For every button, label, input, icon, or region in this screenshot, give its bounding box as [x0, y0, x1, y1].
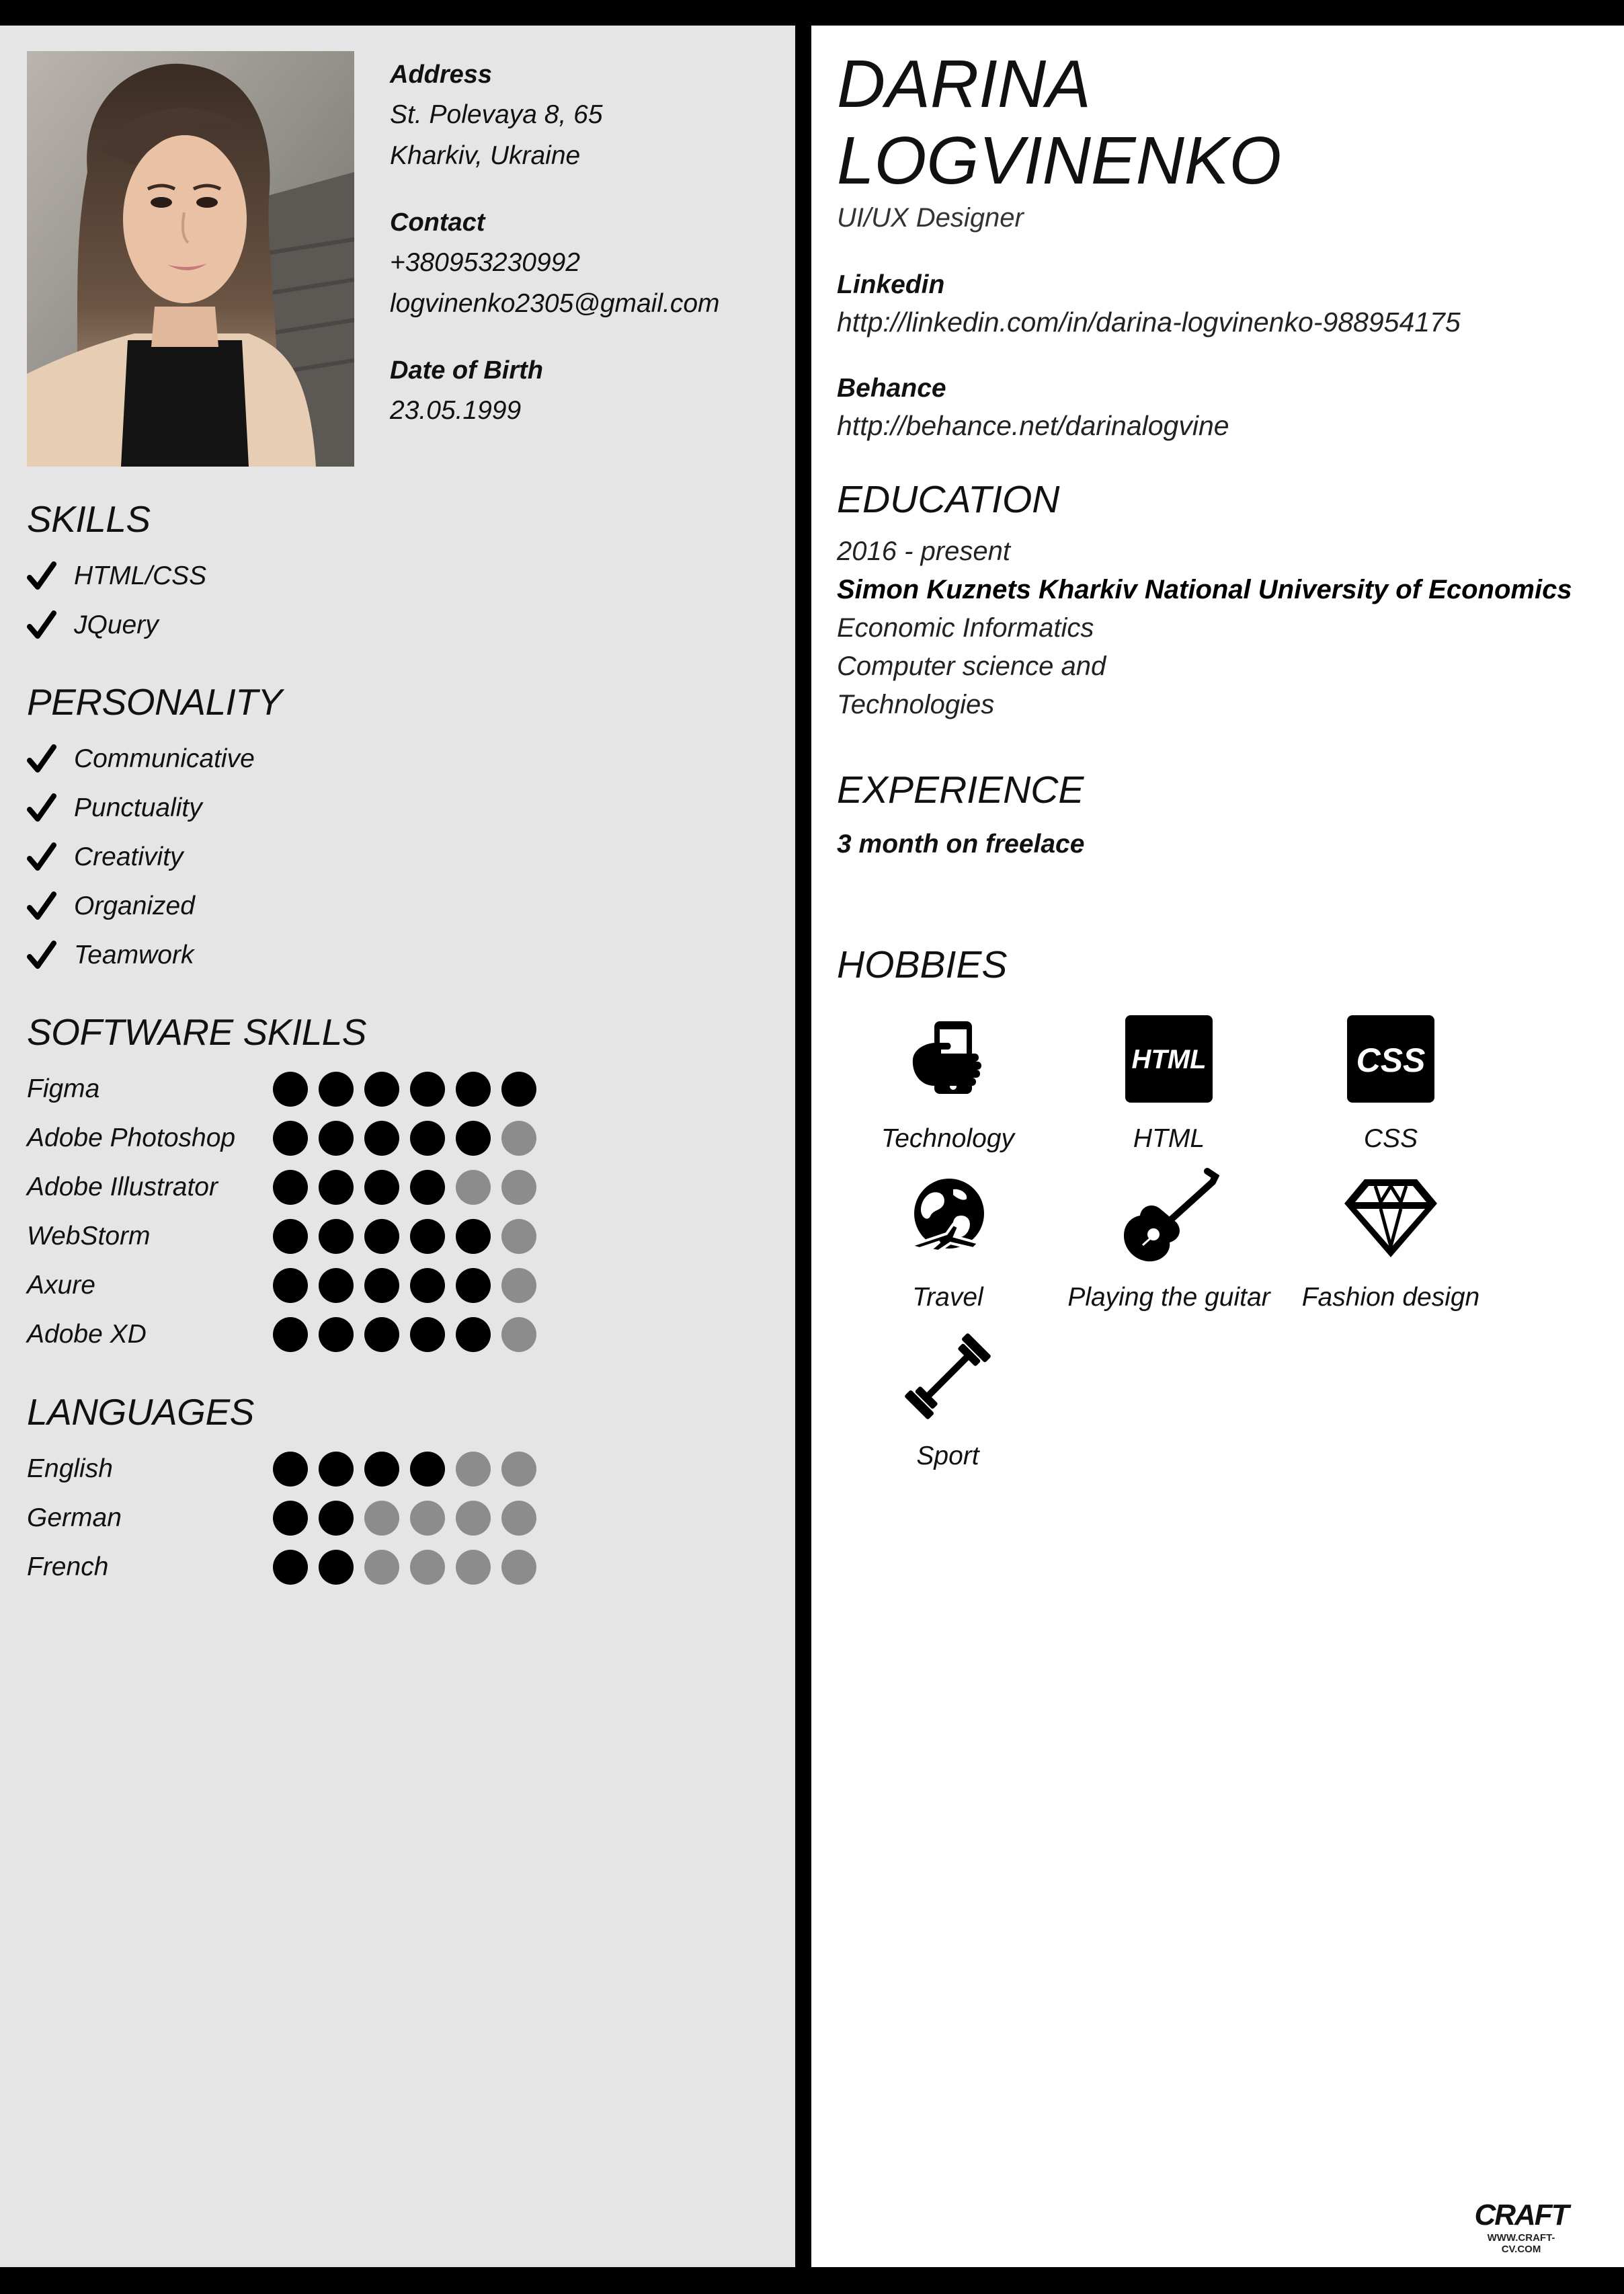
- rating-dot-filled: [410, 1121, 445, 1156]
- rating-dot-filled: [319, 1072, 354, 1107]
- hobby-label: Playing the guitar: [1067, 1283, 1270, 1312]
- skill-label: JQuery: [74, 610, 159, 639]
- list-item: [27, 551, 206, 600]
- css-icon: [1280, 1008, 1502, 1109]
- hobby-technology: [837, 1008, 1059, 1154]
- list-item: [27, 783, 255, 832]
- rating-dot-empty: [410, 1550, 445, 1585]
- rating-row: [27, 1542, 547, 1591]
- personality-title: PERSONALITY: [27, 681, 282, 723]
- list-item: [27, 832, 255, 881]
- html-icon: [1058, 1008, 1280, 1109]
- rating-dot-filled: [364, 1268, 399, 1303]
- rating-dot-filled: [319, 1550, 354, 1585]
- skills-list: [27, 551, 206, 649]
- phone: +380953230992: [390, 248, 581, 277]
- hobby-guitar: [1058, 1167, 1280, 1312]
- hobbies-title: HOBBIES: [837, 943, 1008, 986]
- hobby-label: Sport: [916, 1441, 979, 1470]
- personality-label: Punctuality: [74, 793, 202, 822]
- rating-dot-filled: [273, 1268, 308, 1303]
- rating-dot-filled: [410, 1452, 445, 1487]
- rating-dot-filled: [364, 1219, 399, 1254]
- experience-text: 3 month on freelace: [837, 830, 1085, 859]
- rating-dot-filled: [410, 1219, 445, 1254]
- logo-url: WWW.CRAFT-CV.COM: [1487, 2232, 1555, 2255]
- rating-row: [27, 1310, 547, 1359]
- language-name: English: [27, 1454, 113, 1483]
- rating-dot-filled: [319, 1452, 354, 1487]
- rating-row: [27, 1113, 547, 1162]
- rating-dot-filled: [364, 1317, 399, 1352]
- hobby-label: Fashion design: [1301, 1283, 1480, 1312]
- skills-title: SKILLS: [27, 498, 151, 540]
- rating-dots: [273, 1121, 547, 1156]
- education-period: 2016 - present: [837, 537, 1010, 566]
- linkedin-label: Linkedin: [837, 270, 945, 299]
- checkmark-icon: [27, 791, 74, 826]
- contact-info: [390, 55, 780, 431]
- rating-dot-filled: [410, 1268, 445, 1303]
- education-line: Computer science and: [837, 651, 1106, 681]
- behance-label: Behance: [837, 374, 946, 403]
- hobby-label: Travel: [912, 1283, 983, 1312]
- contact-label: Contact: [390, 208, 485, 237]
- rating-dots: [273, 1452, 547, 1487]
- software-name: Adobe Illustrator: [27, 1172, 218, 1201]
- hobby-travel: [837, 1167, 1059, 1312]
- smartphone-hand-icon: [837, 1008, 1059, 1109]
- hobby-label: Technology: [881, 1124, 1015, 1153]
- education-line: Economic Informatics: [837, 613, 1094, 643]
- rating-dot-filled: [456, 1072, 491, 1107]
- rating-dot-filled: [319, 1219, 354, 1254]
- top-border: [0, 0, 1624, 26]
- rating-dot-empty: [364, 1501, 399, 1536]
- personality-label: Organized: [74, 891, 195, 920]
- rating-dot-filled: [273, 1121, 308, 1156]
- rating-dot-filled: [273, 1219, 308, 1254]
- rating-dot-empty: [501, 1170, 536, 1205]
- email: logvinenko2305@gmail.com: [390, 289, 720, 318]
- checkmark-icon: [27, 889, 74, 924]
- rating-dot-empty: [501, 1268, 536, 1303]
- rating-dots: [273, 1219, 547, 1254]
- hobby-sport: [837, 1326, 1059, 1471]
- checkmark-icon: [27, 938, 74, 973]
- rating-dot-empty: [456, 1501, 491, 1536]
- software-name: Axure: [27, 1270, 95, 1300]
- behance-link[interactable]: http://behance.net/darinalogvine: [837, 410, 1229, 441]
- full-name: [837, 46, 1281, 199]
- list-item: [27, 931, 255, 980]
- diamond-icon: [1280, 1167, 1502, 1268]
- globe-plane-icon: [837, 1167, 1059, 1268]
- guitar-icon: [1058, 1167, 1280, 1268]
- software-name: Adobe Photoshop: [27, 1123, 236, 1152]
- rating-dot-filled: [410, 1317, 445, 1352]
- rating-dots: [273, 1268, 547, 1303]
- rating-dot-filled: [273, 1170, 308, 1205]
- css-icon-text: CSS: [1356, 1041, 1426, 1079]
- software-skills-list: [27, 1064, 547, 1359]
- software-skills-title: SOFTWARE SKILLS: [27, 1011, 366, 1053]
- first-name: DARINA: [837, 46, 1091, 122]
- personality-label: Teamwork: [74, 940, 194, 970]
- rating-dot-empty: [364, 1550, 399, 1585]
- rating-dot-filled: [501, 1072, 536, 1107]
- rating-dot-filled: [456, 1121, 491, 1156]
- rating-row: [27, 1493, 547, 1542]
- address-line-2: Kharkiv, Ukraine: [390, 141, 581, 170]
- rating-dot-empty: [456, 1452, 491, 1487]
- education-line: Technologies: [837, 690, 995, 719]
- rating-dot-empty: [456, 1550, 491, 1585]
- checkmark-icon: [27, 608, 74, 643]
- rating-dots: [273, 1550, 547, 1585]
- rating-dot-filled: [319, 1170, 354, 1205]
- rating-dot-filled: [456, 1268, 491, 1303]
- rating-dot-empty: [456, 1170, 491, 1205]
- rating-dot-empty: [501, 1219, 536, 1254]
- languages-title: LANGUAGES: [27, 1391, 254, 1433]
- languages-list: [27, 1444, 547, 1591]
- html-icon-text: HTML: [1131, 1045, 1207, 1074]
- rating-dot-filled: [273, 1501, 308, 1536]
- rating-dot-filled: [319, 1501, 354, 1536]
- job-title: UI/UX Designer: [837, 203, 1024, 233]
- list-item: [27, 881, 255, 931]
- last-name: LOGVINENKO: [837, 123, 1282, 198]
- dob-label: Date of Birth: [390, 356, 543, 385]
- hobby-label: CSS: [1363, 1124, 1418, 1153]
- rating-dot-filled: [319, 1317, 354, 1352]
- personality-label: Communicative: [74, 744, 255, 773]
- rating-dot-filled: [319, 1268, 354, 1303]
- column-divider: [795, 26, 811, 2267]
- rating-dot-empty: [501, 1550, 536, 1585]
- list-item: [27, 600, 206, 649]
- rating-row: [27, 1444, 547, 1493]
- rating-row: [27, 1064, 547, 1113]
- skill-label: HTML/CSS: [74, 561, 207, 590]
- rating-dot-filled: [364, 1121, 399, 1156]
- rating-dot-filled: [319, 1121, 354, 1156]
- rating-dot-filled: [364, 1452, 399, 1487]
- software-name: Figma: [27, 1074, 100, 1103]
- experience-title: EXPERIENCE: [837, 768, 1084, 812]
- software-name: Adobe XD: [27, 1319, 147, 1349]
- rating-dot-empty: [501, 1317, 536, 1352]
- rating-dot-filled: [410, 1170, 445, 1205]
- craft-cv-logo: [1471, 2199, 1572, 2255]
- rating-dot-filled: [273, 1550, 308, 1585]
- personality-list: [27, 734, 255, 980]
- rating-dot-filled: [410, 1072, 445, 1107]
- university-name: Simon Kuznets Kharkiv National University of Economics: [837, 575, 1572, 604]
- rating-dots: [273, 1501, 547, 1536]
- address-line-1: St. Polevaya 8, 65: [390, 100, 603, 129]
- dob: 23.05.1999: [390, 396, 522, 425]
- rating-dots: [273, 1072, 547, 1107]
- rating-dot-filled: [273, 1072, 308, 1107]
- hobby-label: HTML: [1133, 1124, 1205, 1153]
- rating-row: [27, 1261, 547, 1310]
- checkmark-icon: [27, 742, 74, 777]
- bottom-border: [0, 2267, 1624, 2294]
- rating-dot-filled: [364, 1072, 399, 1107]
- rating-dot-empty: [501, 1501, 536, 1536]
- logo-mark: CRAFT: [1474, 2199, 1568, 2231]
- language-name: German: [27, 1503, 122, 1532]
- education-title: EDUCATION: [837, 478, 1060, 521]
- list-item: [27, 734, 255, 783]
- hobby-css: [1280, 1008, 1502, 1154]
- checkmark-icon: [27, 559, 74, 594]
- linkedin-link[interactable]: http://linkedin.com/in/darina-logvinenko-988954175: [837, 307, 1461, 338]
- rating-dot-filled: [456, 1317, 491, 1352]
- personality-label: Creativity: [74, 842, 184, 871]
- rating-row: [27, 1162, 547, 1212]
- profile-photo: [27, 51, 354, 467]
- rating-dot-filled: [273, 1317, 308, 1352]
- rating-dot-empty: [501, 1452, 536, 1487]
- rating-dot-empty: [501, 1121, 536, 1156]
- hobby-html: [1058, 1008, 1280, 1154]
- rating-row: [27, 1212, 547, 1261]
- education-details: [837, 532, 1572, 724]
- rating-dots: [273, 1170, 547, 1205]
- rating-dot-filled: [364, 1170, 399, 1205]
- language-name: French: [27, 1552, 109, 1581]
- rating-dot-empty: [410, 1501, 445, 1536]
- rating-dot-filled: [273, 1452, 308, 1487]
- rating-dot-filled: [456, 1219, 491, 1254]
- rating-dots: [273, 1317, 547, 1352]
- address-label: Address: [390, 61, 493, 89]
- dumbbell-icon: [837, 1326, 1059, 1427]
- checkmark-icon: [27, 840, 74, 875]
- hobby-fashion: [1280, 1167, 1502, 1312]
- software-name: WebStorm: [27, 1221, 151, 1251]
